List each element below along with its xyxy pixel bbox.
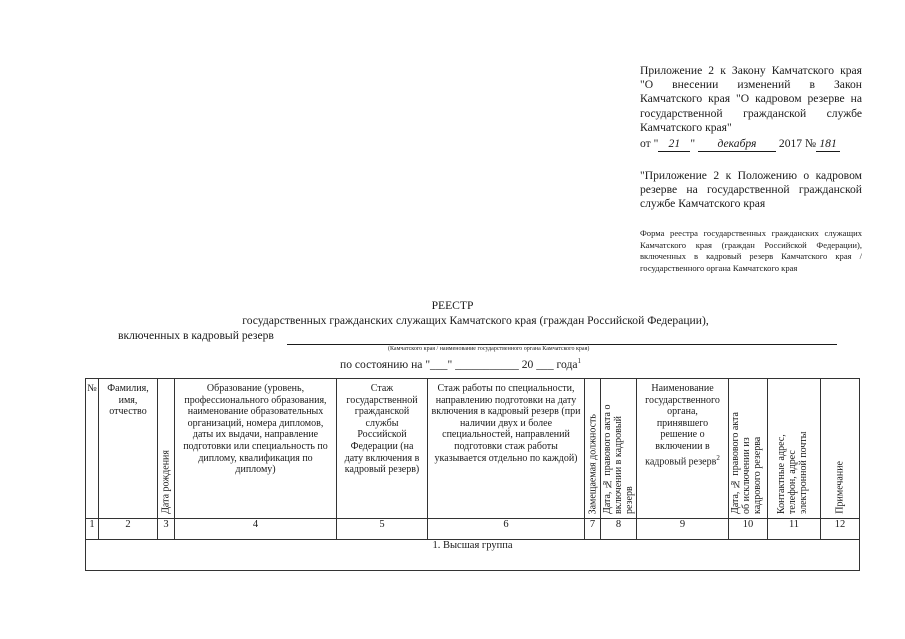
- header-act-incl-text: Дата, № правового акта о включении в кадровый резерв: [601, 404, 635, 514]
- header-position-text: Замещаемая должность: [587, 413, 598, 514]
- header-service: Стаж государственной гражданской службы Российской Федерации (на дату включения в кадровый резерв): [337, 379, 428, 519]
- register-as-of-text: по состоянию на "___" ___________ 20 ___ года: [340, 357, 578, 371]
- register-title: РЕЕСТР: [431, 299, 474, 312]
- header-organ-footnote: 2: [716, 453, 720, 462]
- header-act-excl: [729, 379, 768, 519]
- table-header-row: [86, 379, 860, 519]
- register-table: [85, 378, 860, 571]
- header-no: №: [86, 379, 99, 519]
- annex-date-mid: ": [690, 137, 696, 150]
- register-subtitle: государственных гражданских служащих Камчатского края (граждан Российской Федерации),: [242, 314, 709, 327]
- table-number-row: [86, 519, 860, 540]
- register-as-of-footnote: 1: [577, 357, 581, 365]
- header-fio: Фамилия, имя, отчество: [99, 379, 158, 519]
- annex-date-line: [640, 137, 862, 152]
- col-number: 1: [86, 519, 99, 540]
- header-education: Образование (уровень, профессионального образования, наименование образовательных организаций, номера дипломов, даты их выдачи, направление подготовки или специальность по диплому, квалификация по диплому): [175, 379, 337, 519]
- annex-law-text: Приложение 2 к Закону Камчатского края "О внесении изменений в Закон Камчатского края "О кадровом резерве на государственной гражданской службе Камчатского края": [640, 64, 862, 134]
- header-birth-text: Дата рождения: [160, 450, 172, 514]
- header-note-text: Примечание: [834, 461, 846, 514]
- header-act-excl-text: Дата, № правового акта об исключении из кадрового резерва: [730, 412, 763, 514]
- header-birth: [158, 379, 175, 519]
- register-included-label: включенных в кадровый резерв: [118, 329, 274, 342]
- col-number: 7: [585, 519, 601, 540]
- col-number: 4: [175, 519, 337, 540]
- col-number: 8: [601, 519, 637, 540]
- annex-regulation-text: "Приложение 2 к Положению о кадровом резерве на государственной гражданской службе Камчатского края: [640, 169, 862, 211]
- header-organ: [637, 379, 729, 519]
- register-as-of: [340, 357, 581, 371]
- register-included-underline: [287, 344, 837, 345]
- col-number: 11: [768, 519, 821, 540]
- header-note: [821, 379, 860, 519]
- col-number: 10: [729, 519, 768, 540]
- col-number: 5: [337, 519, 428, 540]
- col-number: 12: [821, 519, 860, 540]
- col-number: 2: [99, 519, 158, 540]
- col-number: 9: [637, 519, 729, 540]
- register-caption: (Камчатского края / наименование государственного органа Камчатского края): [388, 346, 590, 352]
- header-organ-text: Наименование государственного органа, принявшего решение о включении в кадровый резерв: [645, 383, 720, 467]
- header-contacts-text: Контактные адрес, телефон, адрес электронной почты: [776, 431, 809, 514]
- annex-number: 181: [816, 137, 840, 152]
- annex-date-prefix: от ": [640, 137, 659, 150]
- header-act-incl: [601, 379, 637, 519]
- col-number: 3: [158, 519, 175, 540]
- header-position: [585, 379, 601, 519]
- col-number: 6: [428, 519, 585, 540]
- annex-day: 21: [658, 137, 690, 152]
- header-work: Стаж работы по специальности, направлению подготовки на дату включения в кадровый резерв (при наличии двух и более специальностей, направлений подготовки стаж работы указывается отдельно по каждой): [428, 379, 585, 519]
- annex-year: 2017 №: [778, 137, 817, 150]
- form-note: Форма реестра государственных гражданских служащих Камчатского края (граждан Российской Федерации), включенных в кадровый резерв Камчатского края / государственного органа Камчатского края: [640, 228, 862, 273]
- table-group-row: [86, 540, 860, 571]
- header-contacts: [768, 379, 821, 519]
- group-label: 1. Высшая группа: [86, 540, 860, 571]
- annex-month: декабря: [698, 137, 776, 152]
